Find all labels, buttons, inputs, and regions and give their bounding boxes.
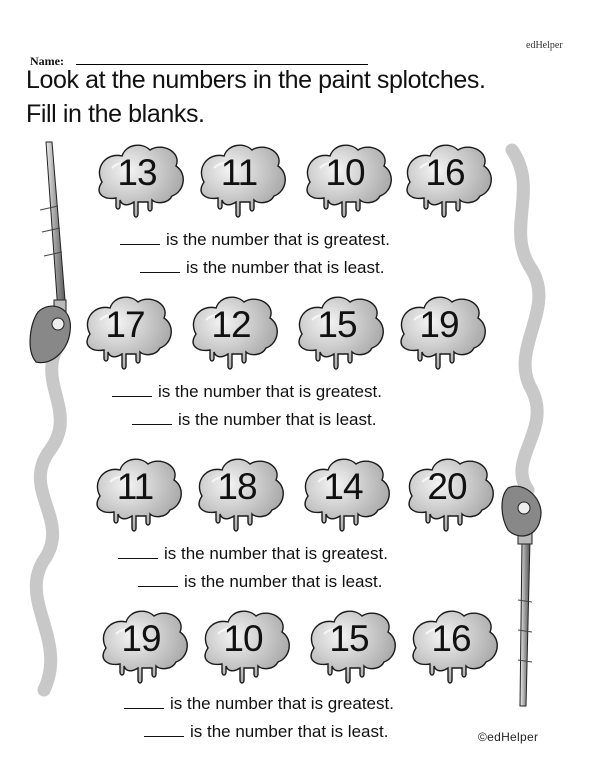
- splotch-number: 18: [217, 466, 257, 507]
- paint-splotch: [394, 290, 490, 374]
- paint-splotch: [304, 604, 400, 688]
- splotch-number: 15: [317, 304, 357, 345]
- greatest-sentence: [118, 544, 388, 564]
- splotch-number: 16: [425, 152, 465, 193]
- paint-splotch: [90, 452, 186, 536]
- instruction-line-1: Look at the numbers in the paint splotches.: [26, 66, 486, 94]
- splotch-number: 16: [431, 618, 471, 659]
- wavy-ribbon-right: [512, 150, 539, 490]
- least-sentence: [138, 572, 382, 592]
- greatest-sentence: [120, 230, 390, 250]
- paint-splotch: [300, 138, 396, 222]
- paint-splotch: [198, 604, 294, 688]
- least-sentence: [144, 722, 388, 742]
- answer-blank[interactable]: [138, 572, 178, 587]
- splotch-number: 10: [325, 152, 365, 193]
- paint-splotch: [92, 138, 188, 222]
- greatest-text: is the number that is greatest.: [166, 230, 390, 249]
- splotch-number: 15: [329, 618, 369, 659]
- instruction-line-2: Fill in the blanks.: [26, 100, 205, 128]
- answer-blank[interactable]: [144, 722, 184, 737]
- splotch-number: 11: [220, 152, 258, 193]
- paint-splotch: [402, 452, 498, 536]
- paint-splotch: [292, 290, 388, 374]
- paint-splotch: [406, 604, 502, 688]
- greatest-text: is the number that is greatest.: [170, 694, 394, 713]
- paintbrush-icon: [502, 486, 541, 706]
- wavy-ribbon-left: [36, 340, 62, 690]
- splotch-number: 17: [105, 304, 145, 345]
- paintbrush-icon: [30, 142, 70, 363]
- splotch-number: 19: [419, 304, 459, 345]
- splotch-number: 14: [323, 466, 363, 507]
- greatest-sentence: [124, 694, 394, 714]
- paint-splotch: [298, 452, 394, 536]
- least-sentence: [140, 258, 384, 278]
- splotch-number: 13: [117, 152, 157, 193]
- splotch-number: 11: [116, 466, 154, 507]
- least-text: is the number that is least.: [190, 722, 389, 741]
- least-text: is the number that is least.: [178, 410, 377, 429]
- least-text: is the number that is least.: [186, 258, 385, 277]
- paint-splotch: [186, 290, 282, 374]
- answer-blank[interactable]: [112, 382, 152, 397]
- brand-top: edHelper: [526, 40, 563, 51]
- least-sentence: [132, 410, 376, 430]
- splotch-number: 19: [121, 618, 161, 659]
- paint-splotch: [194, 138, 290, 222]
- least-text: is the number that is least.: [184, 572, 383, 591]
- paint-splotch: [80, 290, 176, 374]
- paint-splotch: [400, 138, 496, 222]
- greatest-text: is the number that is greatest.: [158, 382, 382, 401]
- copyright: ©edHelper: [478, 730, 539, 744]
- answer-blank[interactable]: [120, 230, 160, 245]
- paint-splotch: [96, 604, 192, 688]
- splotch-number: 20: [427, 466, 467, 507]
- greatest-sentence: [112, 382, 382, 402]
- name-line[interactable]: [76, 64, 368, 65]
- answer-blank[interactable]: [118, 544, 158, 559]
- paint-splotch: [192, 452, 288, 536]
- name-label: Name:: [30, 54, 64, 68]
- greatest-text: is the number that is greatest.: [164, 544, 388, 563]
- splotch-number: 12: [211, 304, 251, 345]
- splotch-number: 10: [223, 618, 263, 659]
- answer-blank[interactable]: [132, 410, 172, 425]
- answer-blank[interactable]: [140, 258, 180, 273]
- answer-blank[interactable]: [124, 694, 164, 709]
